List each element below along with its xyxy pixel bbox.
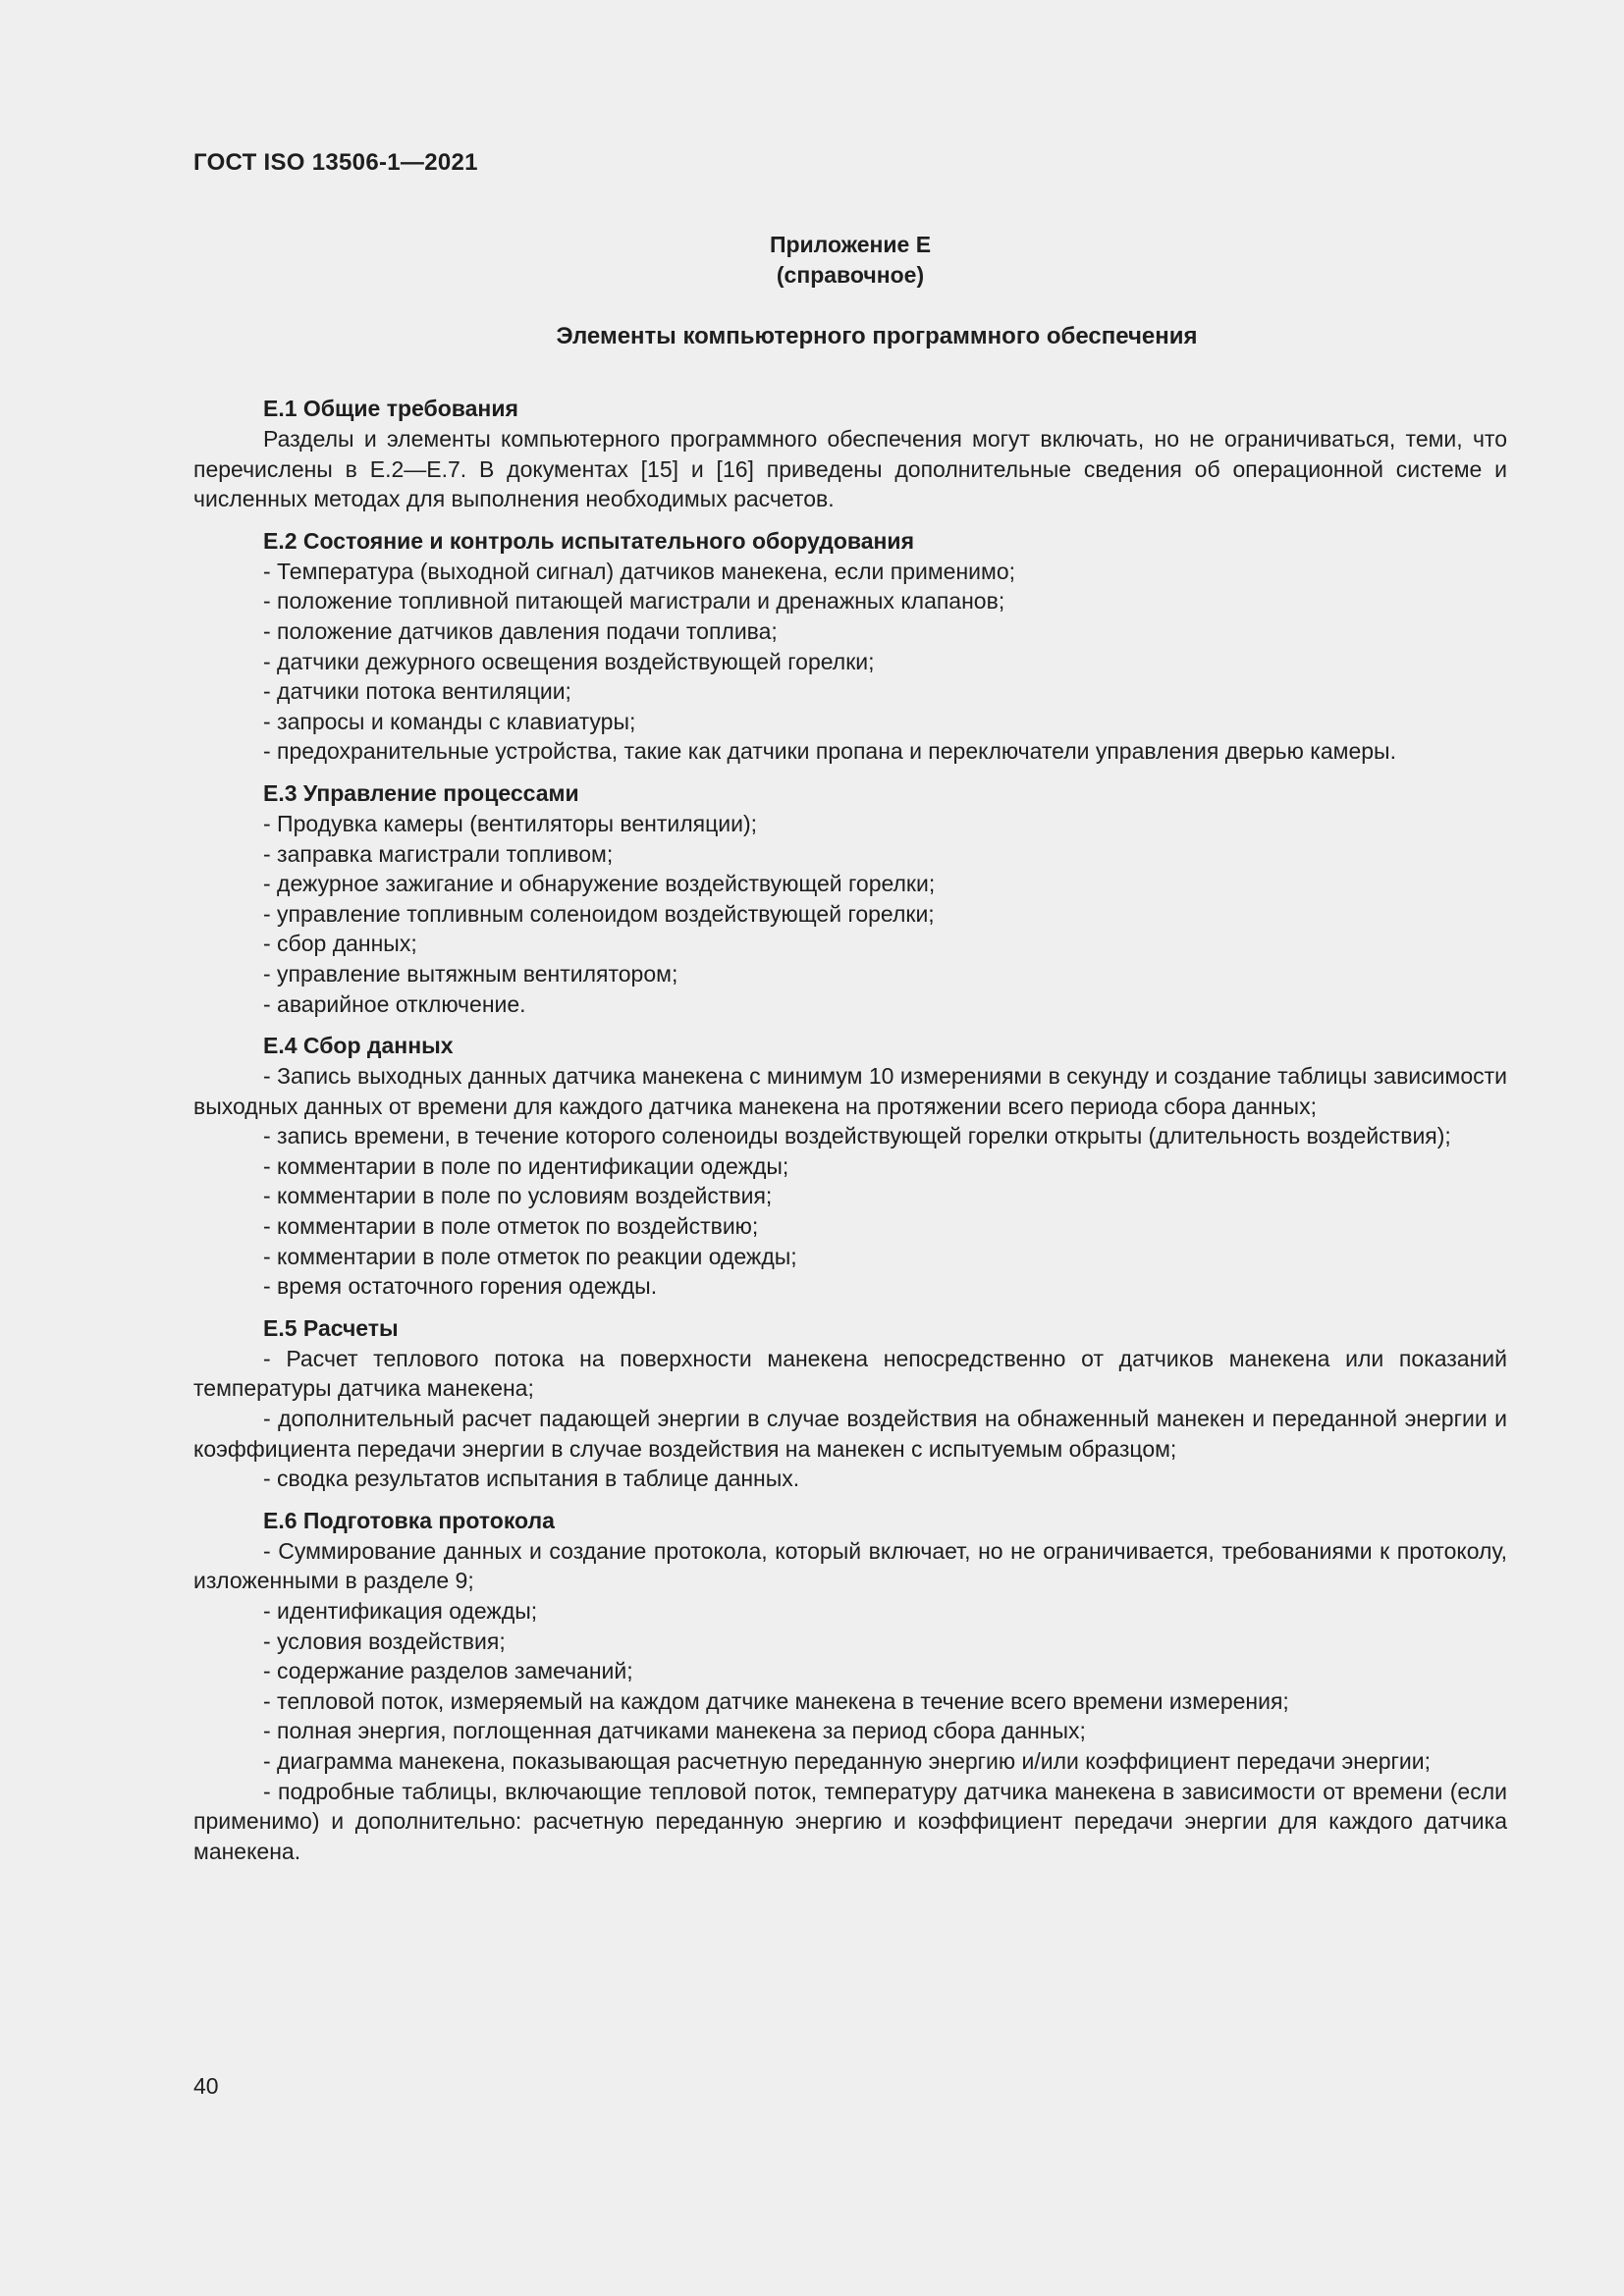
section-heading: Е.2 Состояние и контроль испытательного оборудования	[263, 527, 914, 554]
section-heading: Е.1 Общие требования	[263, 396, 518, 421]
list-item: - дополнительный расчет падающей энергии в случае воздействия на обнаженный манекен и переданной энергии и коэффициента передачи энергии в случае воздействия на манекен с испытуемым образцом;	[193, 1406, 1507, 1462]
list-item: - идентификация одежды;	[263, 1598, 538, 1624]
section-heading: Е.6 Подготовка протокола	[263, 1507, 555, 1533]
annex-title: Приложение Е	[769, 232, 932, 257]
list-item: - комментарии в поле отметок по воздействию;	[263, 1213, 759, 1240]
list-item: - датчики потока вентиляции;	[263, 678, 571, 705]
annex-header	[193, 230, 1507, 291]
section-e6	[193, 1506, 1507, 1867]
annex-type: (справочное)	[776, 262, 925, 288]
list-item: - запросы и команды с клавиатуры;	[263, 708, 636, 734]
list-item: - Расчет теплового потока на поверхности манекена непосредственно от датчиков манекена или показаний температуры датчика манекена;	[193, 1345, 1507, 1402]
section-heading: Е.5 Расчеты	[263, 1314, 399, 1341]
paragraph: Разделы и элементы компьютерного программного обеспечения могут включать, но не ограничиваться, теми, что перечислены в Е.2—Е.7. В документах [15] и [16] приведены дополнительные сведения об операционной системе и численных методах для выполнения необходимых расчетов.	[193, 426, 1507, 512]
list-item: - Суммирование данных и создание протокола, который включает, но не ограничивается, требованиями к протоколу, изложенными в разделе 9;	[193, 1537, 1507, 1594]
list-item: - Запись выходных данных датчика манекена с минимум 10 измерениями в секунду и создание таблицы зависимости выходных данных от времени для каждого датчика манекена на протяжении всего периода сбора данных;	[193, 1063, 1507, 1119]
section-heading: Е.4 Сбор данных	[263, 1033, 454, 1059]
document-page	[193, 147, 1507, 1866]
list-item: - датчики дежурного освещения воздействующей горелки;	[263, 648, 875, 674]
main-title: Элементы компьютерного программного обеспечения	[556, 323, 1198, 349]
list-item: - запись времени, в течение которого соленоиды воздействующей горелки открыты (длительность воздействия);	[263, 1123, 1451, 1149]
document-code: ГОСТ ISO 13506-1—2021	[193, 149, 478, 176]
list-item: - комментарии в поле отметок по реакции одежды;	[263, 1243, 797, 1269]
list-item: - диаграмма манекена, показывающая расчетную переданную энергию и/или коэффициент передачи энергии;	[263, 1747, 1432, 1774]
section-e2	[193, 526, 1507, 767]
list-item: - комментарии в поле по условиям воздействия;	[263, 1183, 773, 1209]
list-item: - дежурное зажигание и обнаружение воздействующей горелки;	[263, 871, 936, 897]
section-e4	[193, 1031, 1507, 1302]
list-item: - Температура (выходной сигнал) датчиков манекена, если применимо;	[263, 558, 1015, 584]
section-e3	[193, 778, 1507, 1019]
list-item: - предохранительные устройства, такие как датчики пропана и переключатели управления дверью камеры.	[263, 738, 1396, 765]
list-item: - тепловой поток, измеряемый на каждом датчике манекена в течение всего времени измерения;	[263, 1687, 1289, 1714]
page-number: 40	[193, 2073, 219, 2099]
list-item: - управление вытяжным вентилятором;	[263, 960, 678, 987]
list-item: - положение топливной питающей магистрали и дренажных клапанов;	[263, 588, 1005, 614]
section-heading: Е.3 Управление процессами	[263, 779, 579, 806]
list-item: - содержание разделов замечаний;	[263, 1658, 633, 1684]
list-item: - условия воздействия;	[263, 1628, 506, 1654]
list-item: - управление топливным соленоидом воздействующей горелки;	[263, 900, 935, 927]
list-item: - комментарии в поле по идентификации одежды;	[263, 1152, 789, 1179]
section-e1	[193, 394, 1507, 514]
list-item: - аварийное отключение.	[263, 990, 526, 1017]
section-e5	[193, 1313, 1507, 1494]
list-item: - сбор данных;	[263, 931, 417, 957]
list-item: - сводка результатов испытания в таблице данных.	[263, 1466, 800, 1492]
list-item: - заправка магистрали топливом;	[263, 840, 614, 867]
list-item: - полная энергия, поглощенная датчиками манекена за период сбора данных;	[263, 1718, 1086, 1744]
list-item: - подробные таблицы, включающие тепловой поток, температуру датчика манекена в зависимости от времени (если применимо) и дополнительно: расчетную переданную энергию и коэффициент передачи энергии для каждого датчика манекена.	[193, 1778, 1507, 1864]
list-item: - Продувка камеры (вентиляторы вентиляции);	[263, 810, 758, 836]
list-item: - время остаточного горения одежды.	[263, 1273, 658, 1300]
list-item: - положение датчиков давления подачи топлива;	[263, 617, 778, 644]
